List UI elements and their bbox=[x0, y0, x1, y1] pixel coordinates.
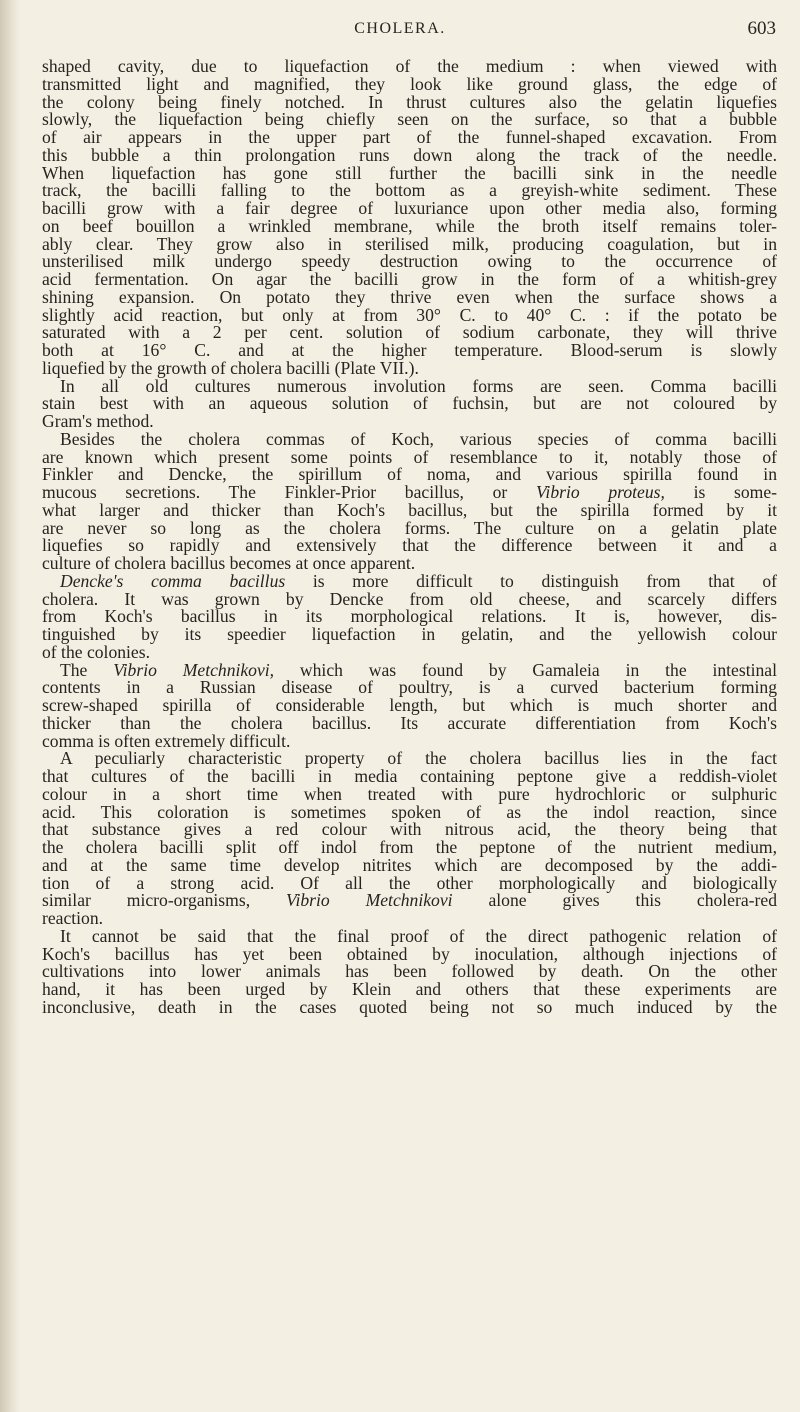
text-line: that substance gives a red colour with nitrous acid, the theory being that bbox=[42, 819, 777, 840]
text-line: track, the bacilli falling to the bottom as a greyish-white sediment. These bbox=[42, 180, 777, 201]
text-line: The Vibrio Metchnikovi, which was found by Gamaleia in the intestinal bbox=[60, 659, 777, 680]
text-line: contents in a Russian disease of poultry, is a curved bacterium forming bbox=[42, 677, 777, 698]
text-line: Gram's method. bbox=[42, 411, 154, 431]
paragraph bbox=[42, 750, 777, 928]
text-line: cultivations into lower animals has been followed by death. On the other bbox=[42, 961, 777, 982]
paragraph bbox=[42, 925, 777, 1017]
page-number: 603 bbox=[747, 18, 776, 39]
text-line: saturated with a 2 per cent. solution of sodium carbonate, they will thrive bbox=[42, 322, 777, 343]
text-line: of the colonies. bbox=[42, 641, 150, 662]
text-line: shining expansion. On potato they thrive even when the surface shows a bbox=[42, 286, 777, 307]
text-line: of air appears in the upper part of the funnel-shaped excavation. From bbox=[42, 127, 777, 147]
text-line: slightly acid reaction, but only at from 30° C. to 40° C. : if the potato be bbox=[42, 304, 777, 325]
paragraph bbox=[42, 375, 777, 431]
text-line: inconclusive, death in the cases quoted being not so much induced by the bbox=[42, 996, 777, 1017]
text-line: colour in a short time when treated with pure hydrochloric or sulphuric bbox=[42, 783, 777, 804]
paragraph bbox=[42, 58, 777, 378]
text-line: reaction. bbox=[42, 908, 104, 928]
text-line: that cultures of the bacilli in media containing peptone give a reddish-violet bbox=[42, 766, 777, 786]
text-line: It cannot be said that the final proof of the direct pathogenic relation of bbox=[60, 925, 777, 946]
page-header bbox=[0, 14, 800, 44]
text-line: A peculiarly characteristic property of the cholera bacillus lies in the fact bbox=[60, 748, 777, 769]
text-line: what larger and thicker than Koch's bacillus, but the spirilla formed by it bbox=[42, 499, 777, 520]
text-line: tion of a strong acid. Of all the other morphologically and biologically bbox=[42, 872, 777, 893]
paragraph bbox=[42, 659, 777, 751]
text-line: from Koch's bacillus in its morphological relations. It is, however, dis- bbox=[42, 606, 777, 627]
text-line: and at the same time develop nitrites which are decomposed by the addi- bbox=[42, 854, 777, 875]
italic-text: Vibrio proteus, bbox=[535, 482, 665, 502]
text-line: slowly, the liquefaction being chiefly seen on the surface, so that a bubble bbox=[42, 109, 777, 130]
text-line: screw-shaped spirilla of considerable length, but which is much shorter and bbox=[42, 695, 777, 715]
text-line: acid fermentation. On agar the bacilli grow in the form of a whitish-grey bbox=[42, 269, 777, 289]
text-line: shaped cavity, due to liquefaction of the medium : when viewed with bbox=[42, 56, 777, 76]
text-line: tinguished by its speedier liquefaction in gelatin, and the yellowish colour bbox=[42, 624, 777, 644]
running-title: CHOLERA. bbox=[354, 20, 446, 37]
text-line: comma is often extremely difficult. bbox=[42, 730, 291, 751]
paragraph bbox=[42, 570, 777, 662]
text-line: thicker than the cholera bacillus. Its accurate differentiation from Koch's bbox=[42, 712, 777, 733]
page-spine-shadow bbox=[0, 0, 20, 1412]
italic-text: Vibrio Metchnikovi bbox=[286, 890, 453, 911]
italic-text: Dencke's comma bacillus bbox=[60, 570, 286, 591]
text-line: the cholera bacilli split off indol from the peptone of the nutrient medium, bbox=[42, 837, 777, 857]
paragraph bbox=[42, 428, 777, 573]
text-line: culture of cholera bacillus becomes at once apparent. bbox=[42, 553, 416, 573]
text-line: When liquefaction has gone still further the bacilli sink in the needle bbox=[42, 162, 777, 183]
text-line: hand, it has been urged by Klein and others that these experiments are bbox=[42, 979, 777, 999]
italic-text: Vibrio Metchnikovi, bbox=[113, 659, 275, 680]
text-line: bacilli grow with a fair degree of luxuriance upon other media also, forming bbox=[42, 198, 777, 218]
text-line: liquefied by the growth of cholera bacilli (Plate VII.). bbox=[42, 357, 419, 378]
text-line: Besides the cholera commas of Koch, various species of comma bacilli bbox=[60, 428, 777, 449]
text-line: both at 16° C. and at the higher temperature. Blood-serum is slowly bbox=[42, 340, 777, 360]
text-line: ably clear. They grow also in sterilised milk, producing coagulation, but in bbox=[42, 233, 777, 254]
text-line: on beef bouillon a wrinkled membrane, while the broth itself remains toler- bbox=[42, 215, 777, 236]
text-line: cholera. It was grown by Dencke from old cheese, and scarcely differs bbox=[42, 588, 777, 609]
text-line: transmitted light and magnified, they look like ground glass, the edge of bbox=[42, 73, 777, 94]
text-line: mucous secretions. The Finkler-Prior bacillus, or Vibrio proteus, is some- bbox=[42, 482, 777, 502]
text-line: similar micro-organisms, Vibrio Metchnikovi alone gives this cholera-red bbox=[42, 890, 777, 911]
text-line: this bubble a thin prolongation runs down along the track of the needle. bbox=[42, 144, 777, 165]
body-text bbox=[42, 58, 777, 1017]
text-line: liquefies so rapidly and extensively that the difference between it and a bbox=[42, 535, 777, 556]
text-line: stain best with an aqueous solution of fuchsin, but are not coloured by bbox=[42, 393, 777, 414]
text-line: In all old cultures numerous involution forms are seen. Comma bacilli bbox=[60, 375, 777, 396]
text-line: are never so long as the cholera forms. The culture on a gelatin plate bbox=[42, 517, 777, 538]
text-line: the colony being finely notched. In thrust cultures also the gelatin liquefies bbox=[42, 91, 777, 112]
text-line: Dencke's comma bacillus is more difficult to distinguish from that of bbox=[60, 570, 777, 591]
text-line: Koch's bacillus has yet been obtained by inoculation, although injections of bbox=[42, 943, 777, 964]
text-line: Finkler and Dencke, the spirillum of noma, and various spirilla found in bbox=[42, 464, 777, 485]
text-line: unsterilised milk undergo speedy destruction owing to the occurrence of bbox=[42, 251, 777, 272]
text-line: acid. This coloration is sometimes spoken of as the indol reaction, since bbox=[42, 801, 777, 822]
text-line: are known which present some points of resemblance to it, notably those of bbox=[42, 446, 777, 467]
